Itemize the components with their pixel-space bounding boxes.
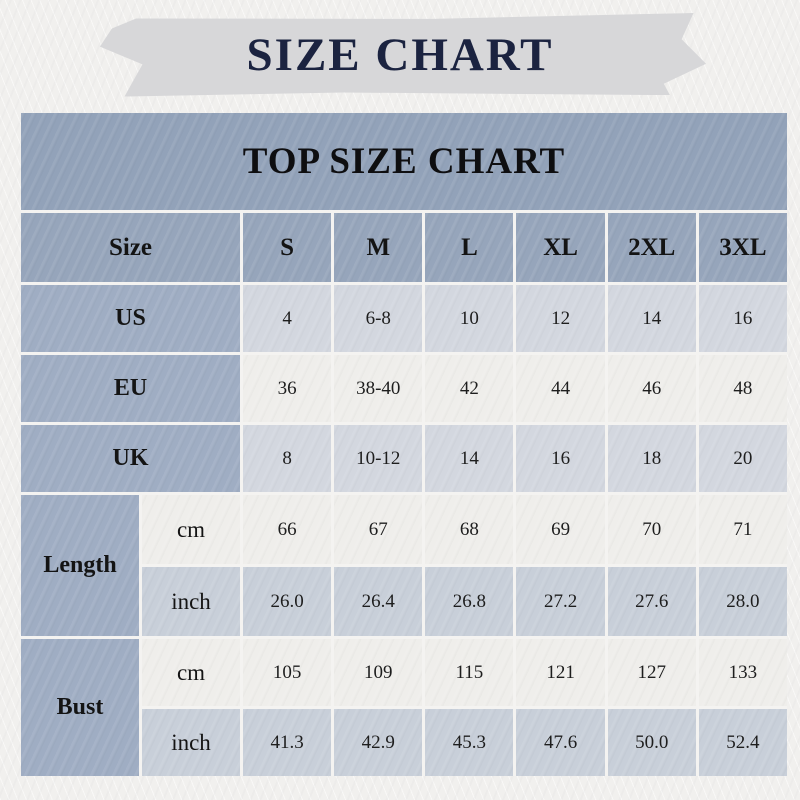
value-cell: 10 [425, 285, 513, 352]
size-header-s: S [243, 213, 331, 282]
value-cell: 28.0 [699, 567, 787, 636]
value-cell: 48 [699, 355, 787, 422]
value-cell: 6-8 [334, 285, 422, 352]
table-title: TOP SIZE CHART [21, 113, 787, 210]
value-cell: 12 [516, 285, 604, 352]
size-header-m: M [334, 213, 422, 282]
value-cell: 44 [516, 355, 604, 422]
size-table [21, 113, 787, 776]
value-cell: 8 [243, 425, 331, 492]
value-cell: 26.8 [425, 567, 513, 636]
value-cell: 52.4 [699, 709, 787, 776]
size-header-3xl: 3XL [699, 213, 787, 282]
value-cell: 50.0 [608, 709, 696, 776]
value-cell: 20 [699, 425, 787, 492]
unit-label-cm: cm [142, 495, 240, 564]
value-cell: 71 [699, 495, 787, 564]
value-cell: 27.6 [608, 567, 696, 636]
row-label-uk: UK [21, 425, 240, 492]
value-cell: 67 [334, 495, 422, 564]
value-cell: 27.2 [516, 567, 604, 636]
row-label-eu: EU [21, 355, 240, 422]
value-cell: 42.9 [334, 709, 422, 776]
value-cell: 26.4 [334, 567, 422, 636]
value-cell: 66 [243, 495, 331, 564]
row-label-us: US [21, 285, 240, 352]
value-cell: 10-12 [334, 425, 422, 492]
unit-label-inch: inch [142, 709, 240, 776]
value-cell: 26.0 [243, 567, 331, 636]
value-cell: 105 [243, 639, 331, 706]
section-label-bust: Bust [21, 639, 139, 776]
value-cell: 46 [608, 355, 696, 422]
value-cell: 4 [243, 285, 331, 352]
value-cell: 68 [425, 495, 513, 564]
value-cell: 133 [699, 639, 787, 706]
value-cell: 16 [699, 285, 787, 352]
size-header-2xl: 2XL [608, 213, 696, 282]
value-cell: 69 [516, 495, 604, 564]
value-cell: 121 [516, 639, 604, 706]
size-header-l: L [425, 213, 513, 282]
value-cell: 16 [516, 425, 604, 492]
value-cell: 127 [608, 639, 696, 706]
value-cell: 38-40 [334, 355, 422, 422]
value-cell: 109 [334, 639, 422, 706]
value-cell: 36 [243, 355, 331, 422]
value-cell: 47.6 [516, 709, 604, 776]
size-column-header: Size [21, 213, 240, 282]
size-header-xl: XL [516, 213, 604, 282]
value-cell: 41.3 [243, 709, 331, 776]
value-cell: 115 [425, 639, 513, 706]
value-cell: 42 [425, 355, 513, 422]
unit-label-cm: cm [142, 639, 240, 706]
unit-label-inch: inch [142, 567, 240, 636]
section-label-length: Length [21, 495, 139, 636]
value-cell: 14 [608, 285, 696, 352]
page-title: SIZE CHART [246, 29, 554, 81]
value-cell: 45.3 [425, 709, 513, 776]
value-cell: 70 [608, 495, 696, 564]
value-cell: 14 [425, 425, 513, 492]
value-cell: 18 [608, 425, 696, 492]
